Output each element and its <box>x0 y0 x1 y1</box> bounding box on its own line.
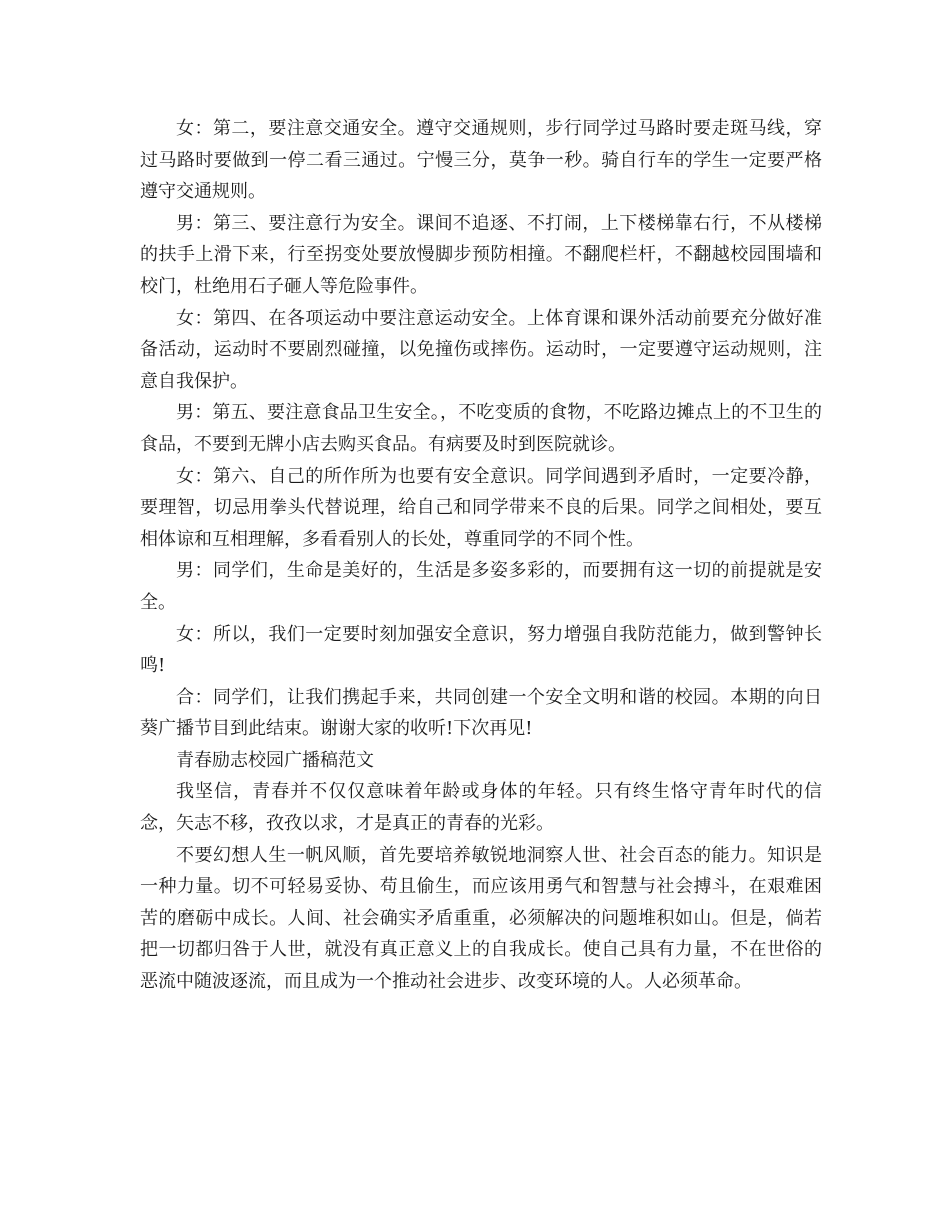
paragraph-closing: 合：同学们，让我们携起手来，共同创建一个安全文明和谐的校园。本期的向日葵广播节目到此结束。谢谢大家的收听!下次再见! <box>140 686 822 740</box>
paragraph-behavior-safety: 男：第三、要注意行为安全。课间不追逐、不打闹，上下楼梯靠右行，不从楼梯的扶手上滑下来，行至拐变处要放慢脚步预防相撞。不翻爬栏杆，不翻越校园围墙和校门，杜绝用石子砸人等危险事件。 <box>140 212 822 297</box>
paragraph-traffic-safety: 女：第二，要注意交通安全。遵守交通规则，步行同学过马路时要走斑马线，穿过马路时要做到一停二看三通过。宁慢三分，莫争一秒。骑自行车的学生一定要严格遵守交通规则。 <box>140 118 822 203</box>
paragraph-strengthen-awareness: 女：所以，我们一定要时刻加强安全意识，努力增强自我防范能力，做到警钟长鸣! <box>140 623 822 677</box>
paragraph-youth-belief: 我坚信，青春并不仅仅意味着年龄或身体的年轻。只有终生恪守青年时代的信念，矢志不移，孜孜以求，才是真正的青春的光彩。 <box>140 781 822 835</box>
paragraph-life-is-beautiful: 男：同学们，生命是美好的，生活是多姿多彩的，而要拥有这一切的前提就是安全。 <box>140 560 822 613</box>
document-body <box>140 113 822 998</box>
paragraph-food-safety: 男：第五、要注意食品卫生安全。，不吃变质的食物，不吃路边摊点上的不卫生的食品，不要到无牌小店去购买食品。有病要及时到医院就诊。 <box>140 402 822 455</box>
paragraph-life-not-smooth: 不要幻想人生一帆风顺，首先要培养敏锐地洞察人世、社会百态的能力。知识是一种力量。切不可轻易妥协、苟且偷生，而应该用勇气和智慧与社会搏斗，在艰难困苦的磨砺中成长。人间、社会确实矛盾重重，必须解决的问题堆积如山。但是，倘若把一切都归咎于人世，就没有真正意义上的自我成长。使自己具有力量，不在世俗的恶流中随波逐流，而且成为一个推动社会进步、改变环境的人。人必须革命。 <box>140 844 822 993</box>
paragraph-conduct-safety: 女：第六、自己的所作所为也要有安全意识。同学间遇到矛盾时，一定要冷静，要理智，切忌用拳头代替说理，给自己和同学带来不良的后果。同学之间相处，要互相体谅和互相理解，多看看别人的长处，尊重同学的不同个性。 <box>140 465 822 550</box>
section-heading: 青春励志校园广播稿范文 <box>176 749 374 771</box>
paragraph-sports-safety: 女：第四、在各项运动中要注意运动安全。上体育课和课外活动前要充分做好准备活动，运动时不要剧烈碰撞，以免撞伤或摔伤。运动时，一定要遵守运动规则，注意自我保护。 <box>140 307 822 392</box>
